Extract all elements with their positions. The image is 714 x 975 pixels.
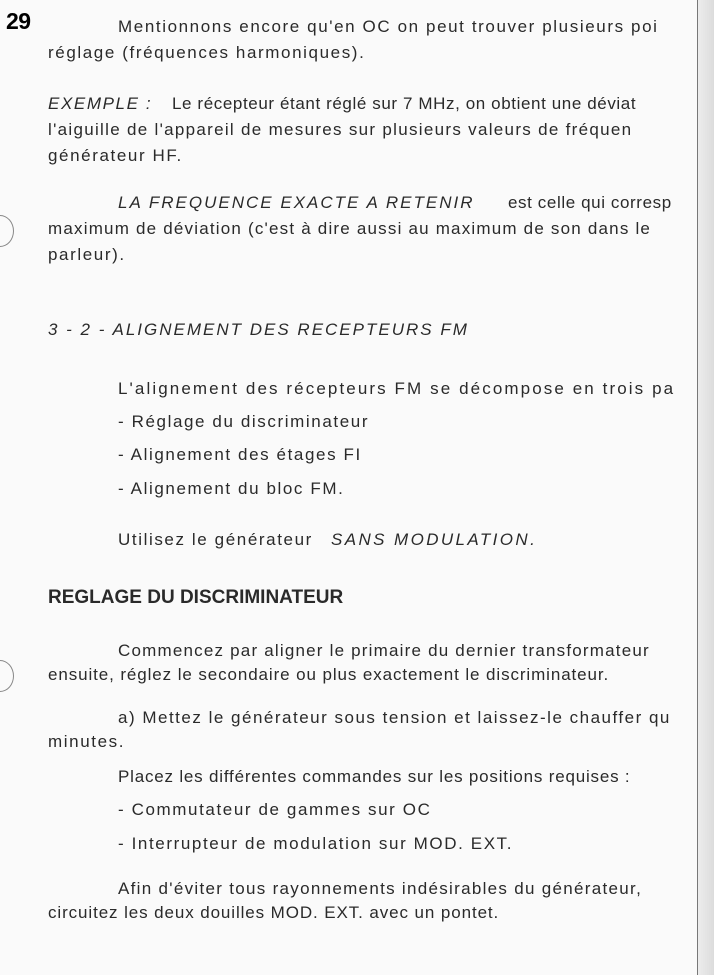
text-line: maximum de déviation (c'est à dire aussi au maximum de son dans le [48, 219, 652, 238]
example-label: EXEMPLE : [48, 94, 153, 113]
list-item: - Alignement du bloc FM. [118, 479, 345, 498]
text-line: Afin d'éviter tous rayonnements indésirables du générateur, [118, 879, 643, 898]
punch-hole-bottom [0, 660, 14, 692]
subsection-heading: REGLAGE DU DISCRIMINATEUR [48, 587, 344, 608]
text-line: parleur). [48, 245, 126, 264]
list-item: - Réglage du discriminateur [118, 412, 370, 431]
punch-hole-top [0, 215, 14, 247]
page-number: 29 [6, 8, 31, 34]
right-margin-line [697, 0, 698, 975]
list-item: - Alignement des étages FI [118, 445, 362, 464]
text-line: circuitez les deux douilles MOD. EXT. avec un pontet. [48, 903, 500, 922]
emphasis-text: LA FREQUENCE EXACTE A RETENIR [118, 193, 475, 212]
text-line: Commencez par aligner le primaire du dernier transformateur [118, 641, 650, 660]
emphasis-text: SANS MODULATION. [331, 530, 538, 549]
page-edge-shadow [698, 0, 714, 975]
text-line: a) Mettez le générateur sous tension et laissez-le chauffer qu [118, 708, 671, 727]
text-line: Utilisez le générateur [118, 530, 313, 549]
list-item: - Commutateur de gammes sur OC [118, 800, 432, 819]
text-line: Mentionnons encore qu'en OC on peut trouver plusieurs poi [118, 17, 659, 36]
section-heading: 3 - 2 - ALIGNEMENT DES RECEPTEURS FM [48, 320, 469, 339]
text-line: Placez les différentes commandes sur les positions requises : [118, 767, 631, 786]
text-line: générateur HF. [48, 146, 183, 165]
text-line: l'aiguille de l'appareil de mesures sur plusieurs valeurs de fréquen [48, 120, 633, 139]
text-line: Le récepteur étant réglé sur 7 MHz, on obtient une déviat [172, 94, 637, 113]
text-line: est celle qui corresp [508, 193, 672, 212]
list-item: - Interrupteur de modulation sur MOD. EXT. [118, 834, 514, 853]
text-line: L'alignement des récepteurs FM se décompose en trois pa [118, 379, 676, 398]
text-line: ensuite, réglez le secondaire ou plus exactement le discriminateur. [48, 665, 610, 684]
text-line: réglage (fréquences harmoniques). [48, 43, 366, 62]
text-line: minutes. [48, 732, 126, 751]
